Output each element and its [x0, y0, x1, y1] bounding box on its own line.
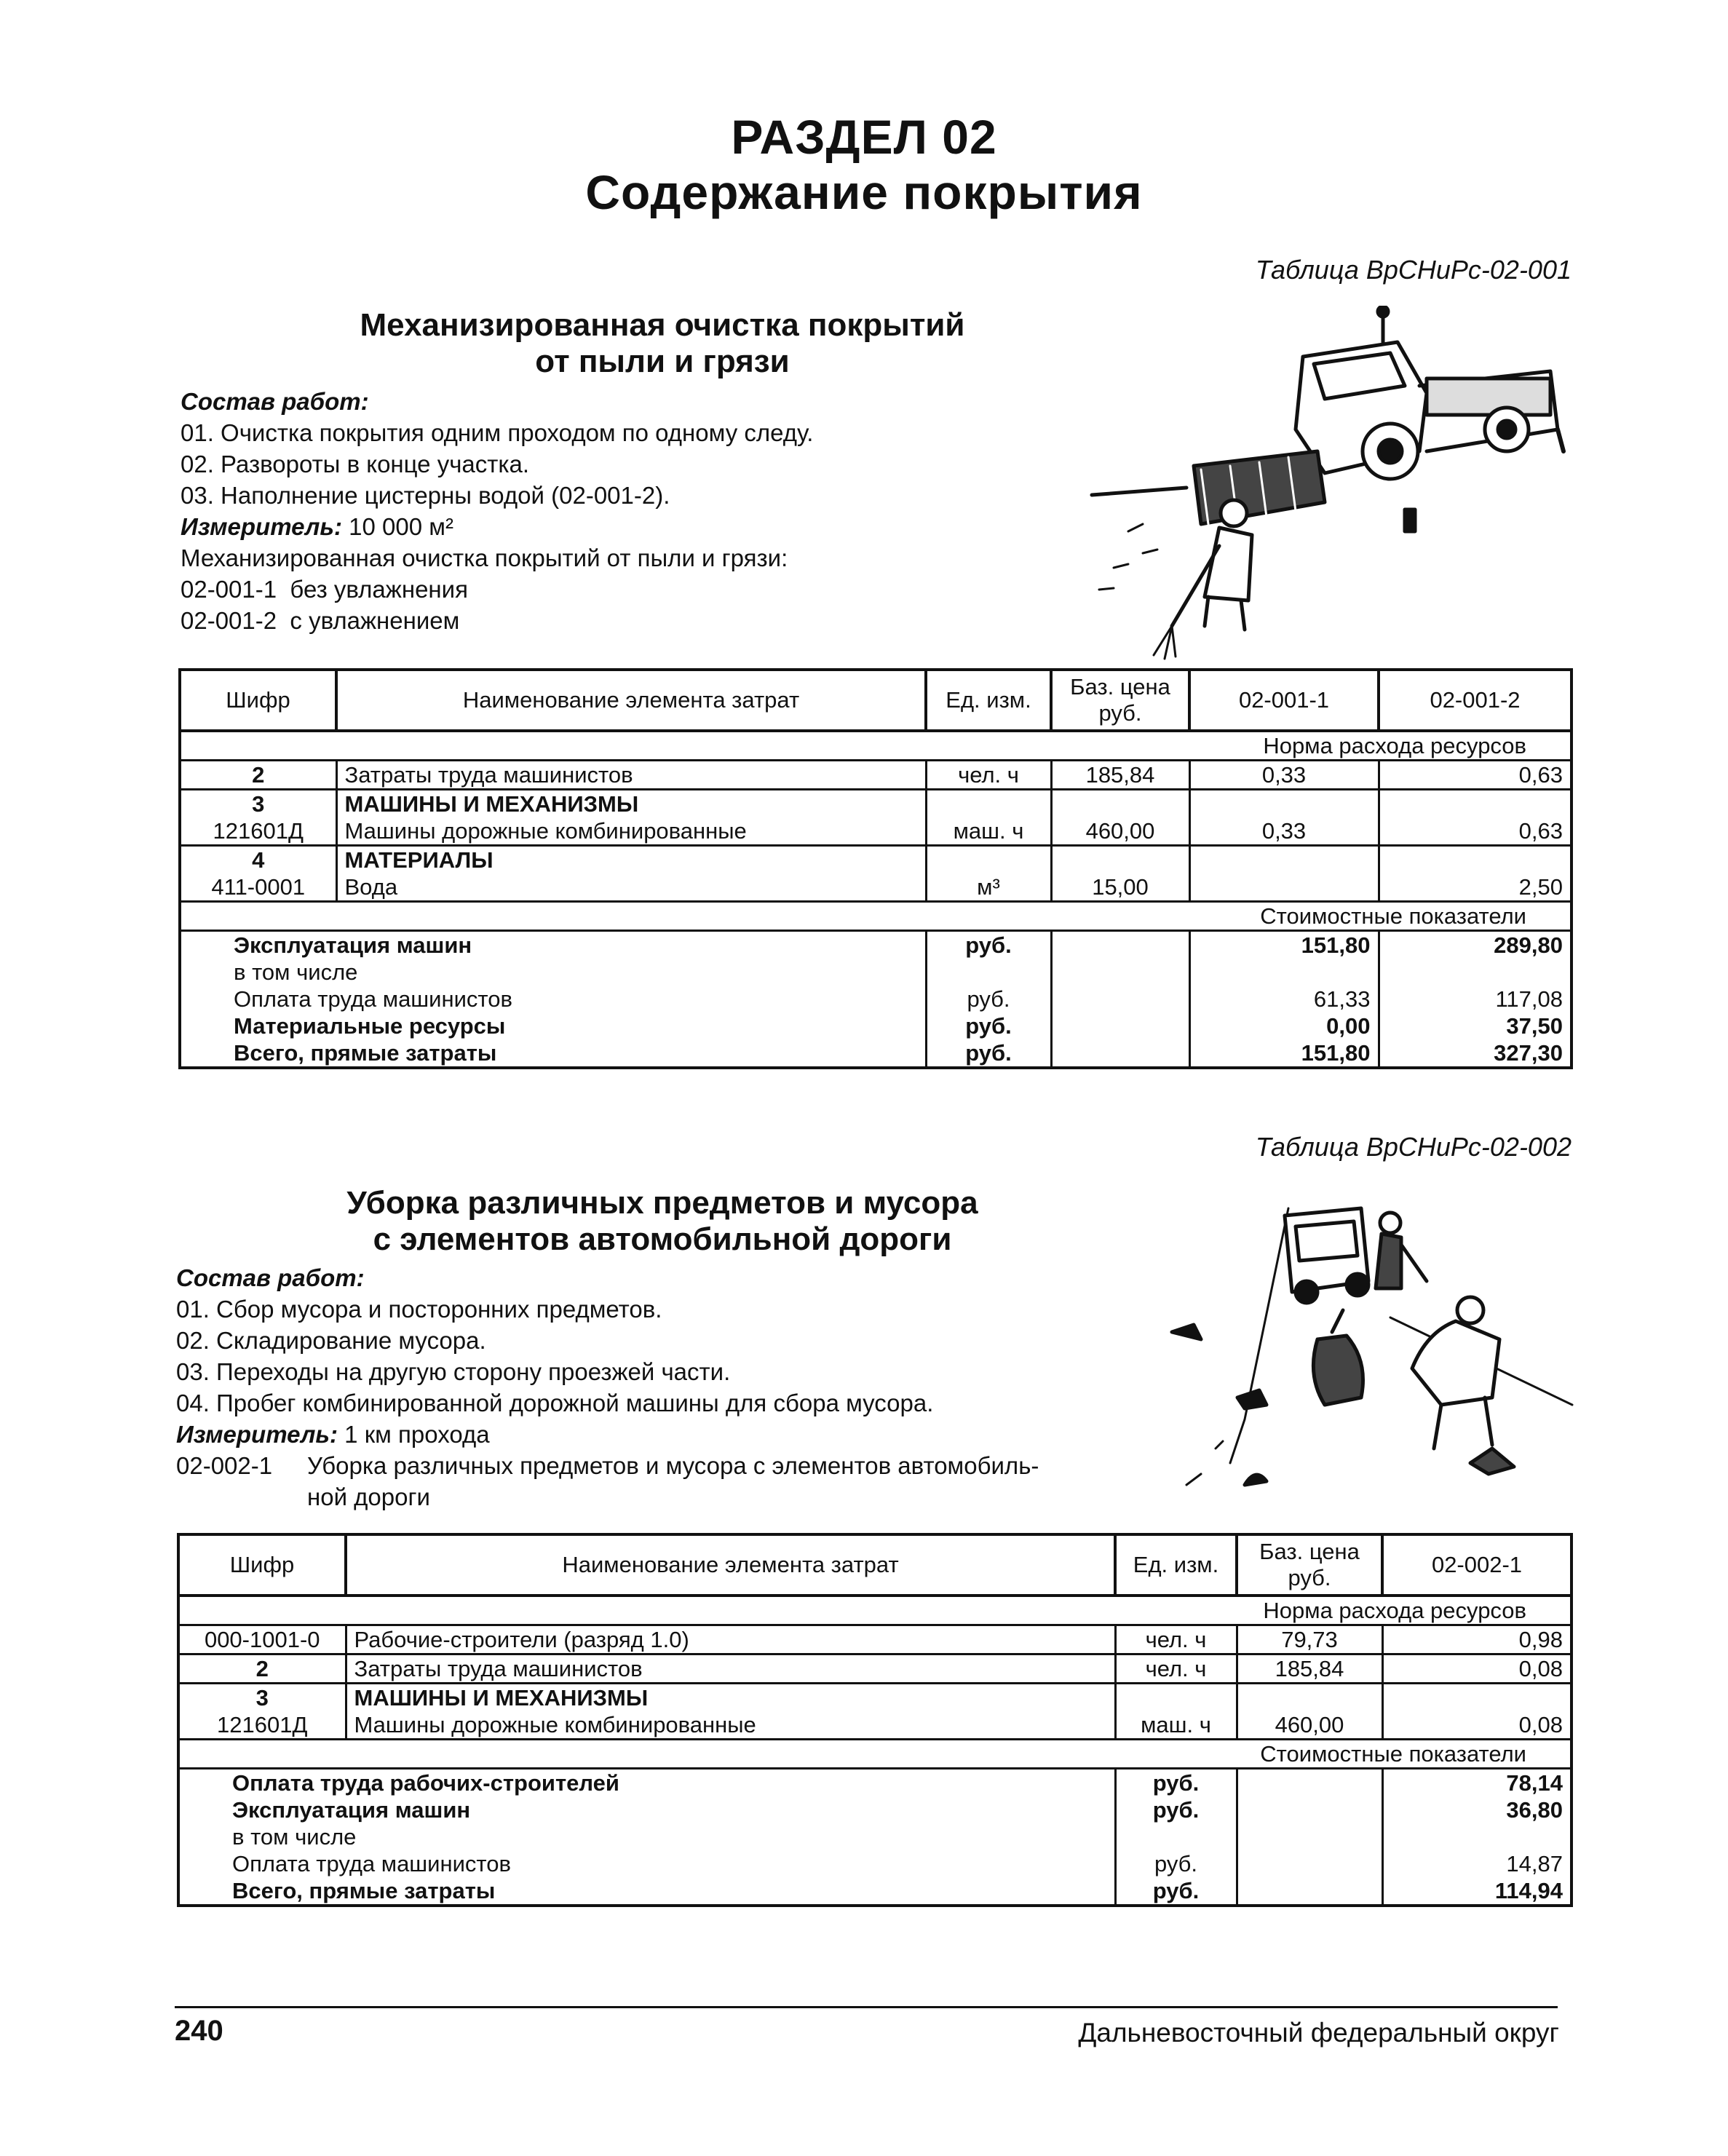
- meter-value: 10 000 м²: [349, 513, 453, 540]
- cost-row: [178, 1769, 1572, 1797]
- resource-table: [177, 1533, 1573, 1907]
- table-title-line: Механизированная очистка покрытий: [360, 307, 965, 343]
- cost-section-row: [178, 1740, 1572, 1769]
- cost-value: [1382, 1823, 1572, 1850]
- cost-price-empty: [1051, 1012, 1189, 1039]
- cost-name: Оплата труда машинистов: [178, 1850, 1115, 1877]
- cost-value: 151,80: [1189, 931, 1379, 959]
- table-row: [178, 1711, 1572, 1740]
- cost-price-empty: [1237, 1796, 1382, 1823]
- works-label: Состав работ:: [181, 388, 369, 415]
- header-col: 02-002-1: [1382, 1534, 1572, 1596]
- work-item: 01. Сбор мусора и посторонних предметов.: [176, 1296, 662, 1323]
- cost-value: 327,30: [1379, 1039, 1572, 1068]
- cell-code: 2: [178, 1654, 346, 1684]
- cell-name: Затраты труда машинистов: [346, 1654, 1115, 1684]
- table-label: Таблица ВрСНиРс-02-001: [1255, 255, 1572, 285]
- cost-unit: руб.: [1115, 1769, 1237, 1797]
- work-item: 02. Развороты в конце участка.: [181, 451, 530, 477]
- cost-label: Стоимостные показатели: [178, 1740, 1572, 1769]
- cost-name: Оплата труда рабочих-строителей: [178, 1769, 1115, 1797]
- meter-line: [181, 511, 1163, 542]
- norm-section-row: [180, 731, 1572, 761]
- cost-value: [1189, 959, 1379, 986]
- footer-region: Дальневосточный федеральный округ: [1078, 2018, 1559, 2048]
- table-header-row: [180, 670, 1572, 731]
- cell-unit: чел. ч: [1115, 1654, 1237, 1684]
- meter-value: 1 км прохода: [344, 1421, 490, 1448]
- header-price: Баз. цена руб.: [1051, 670, 1189, 731]
- cell-price: [1051, 846, 1189, 874]
- cost-unit: руб.: [926, 1039, 1051, 1068]
- works-block: [176, 1262, 1159, 1513]
- table-title-line: от пыли и грязи: [535, 344, 790, 379]
- cell-name: МАТЕРИАЛЫ: [336, 846, 926, 874]
- cost-unit: руб.: [1115, 1850, 1237, 1877]
- cell-value: [1379, 790, 1572, 818]
- table-title: [277, 1185, 1048, 1258]
- cost-unit: руб.: [926, 931, 1051, 959]
- cell-code: 121601Д: [178, 1711, 346, 1740]
- cost-row: [178, 1823, 1572, 1850]
- cost-price-empty: [1237, 1823, 1382, 1850]
- cell-code: 4: [180, 846, 336, 874]
- variant-item: 02-001-2 с увлажнением: [181, 607, 460, 634]
- cell-value: [1189, 846, 1379, 874]
- cost-name: Всего, прямые затраты: [178, 1877, 1115, 1906]
- cell-code: 411-0001: [180, 873, 336, 902]
- cell-code: 000-1001-0: [178, 1625, 346, 1654]
- cost-value: 37,50: [1379, 1012, 1572, 1039]
- cost-row: [180, 959, 1572, 986]
- cell-code: 2: [180, 761, 336, 790]
- cost-value: [1379, 959, 1572, 986]
- cost-row: [178, 1796, 1572, 1823]
- cell-price: 185,84: [1051, 761, 1189, 790]
- cell-value: 0,08: [1382, 1711, 1572, 1740]
- work-item: 04. Пробег комбинированной дорожной машины для сбора мусора.: [176, 1390, 934, 1416]
- cell-unit: [1115, 1684, 1237, 1712]
- header-price: Баз. цена руб.: [1237, 1534, 1382, 1596]
- cost-section-row: [180, 902, 1572, 931]
- section-subtitle: Содержание покрытия: [585, 165, 1143, 219]
- work-item: 03. Наполнение цистерны водой (02-001-2).: [181, 482, 670, 509]
- header-name: Наименование элемента затрат: [346, 1534, 1115, 1596]
- cost-price-empty: [1051, 931, 1189, 959]
- table-label: Таблица ВрСНиРс-02-002: [1255, 1132, 1572, 1162]
- header-code: Шифр: [178, 1534, 346, 1596]
- cell-price: 79,73: [1237, 1625, 1382, 1654]
- cell-name: Машины дорожные комбинированные: [346, 1711, 1115, 1740]
- cell-price: 185,84: [1237, 1654, 1382, 1684]
- cost-unit: [926, 959, 1051, 986]
- cost-value: 117,08: [1379, 986, 1572, 1012]
- cell-code: 3: [178, 1684, 346, 1712]
- cost-name: Материальные ресурсы: [180, 1012, 926, 1039]
- cost-name: Эксплуатация машин: [180, 931, 926, 959]
- norm-label: Норма расхода ресурсов: [178, 1596, 1572, 1625]
- cell-code: 121601Д: [180, 817, 336, 846]
- cost-unit: руб.: [1115, 1877, 1237, 1906]
- cell-price: [1237, 1684, 1382, 1712]
- variant-text: [307, 1450, 1039, 1513]
- cost-value: 14,87: [1382, 1850, 1572, 1877]
- cell-value: [1189, 790, 1379, 818]
- variant-item: 02-001-1 без увлажнения: [181, 576, 468, 603]
- cost-price-empty: [1237, 1769, 1382, 1797]
- cell-unit: чел. ч: [926, 761, 1051, 790]
- cost-unit: руб.: [1115, 1796, 1237, 1823]
- cell-name: МАШИНЫ И МЕХАНИЗМЫ: [336, 790, 926, 818]
- meter-line: [176, 1419, 1159, 1450]
- table-row: [180, 817, 1572, 846]
- variant-text-line: Уборка различных предметов и мусора с элементов автомобиль-: [307, 1452, 1039, 1479]
- table-row: [180, 790, 1572, 818]
- cost-value: 78,14: [1382, 1769, 1572, 1797]
- section-title: [0, 109, 1728, 220]
- cost-name: Оплата труда машинистов: [180, 986, 926, 1012]
- cell-value: [1189, 873, 1379, 902]
- table-title-line: Уборка различных предметов и мусора: [346, 1185, 978, 1221]
- work-item: 03. Переходы на другую сторону проезжей части.: [176, 1358, 731, 1385]
- cost-price-empty: [1051, 986, 1189, 1012]
- table-row: [178, 1625, 1572, 1654]
- cell-name: Затраты труда машинистов: [336, 761, 926, 790]
- cost-row: [178, 1850, 1572, 1877]
- cell-value: [1382, 1684, 1572, 1712]
- cell-unit: маш. ч: [926, 817, 1051, 846]
- header-unit: Ед. изм.: [1115, 1534, 1237, 1596]
- cell-value: 0,98: [1382, 1625, 1572, 1654]
- cell-price: 15,00: [1051, 873, 1189, 902]
- table-row: [180, 761, 1572, 790]
- header-col: 02-001-1: [1189, 670, 1379, 731]
- cost-value: 289,80: [1379, 931, 1572, 959]
- cost-value: 36,80: [1382, 1796, 1572, 1823]
- cell-value: 0,63: [1379, 817, 1572, 846]
- cost-price-empty: [1051, 959, 1189, 986]
- cell-value: 2,50: [1379, 873, 1572, 902]
- cell-unit: [926, 790, 1051, 818]
- works-label: Состав работ:: [176, 1264, 365, 1291]
- cost-price-empty: [1237, 1850, 1382, 1877]
- section-number: РАЗДЕЛ 02: [731, 110, 997, 164]
- cell-name: Рабочие-строители (разряд 1.0): [346, 1625, 1115, 1654]
- work-item: 01. Очистка покрытия одним проходом по одному следу.: [181, 419, 814, 446]
- cost-unit: [1115, 1823, 1237, 1850]
- cell-unit: м³: [926, 873, 1051, 902]
- cell-unit: чел. ч: [1115, 1625, 1237, 1654]
- meter-label: Измеритель:: [176, 1421, 338, 1448]
- work-description: Механизированная очистка покрытий от пыли и грязи:: [181, 544, 788, 571]
- header-name: Наименование элемента затрат: [336, 670, 926, 731]
- works-block: [181, 386, 1163, 636]
- cost-unit: руб.: [926, 1012, 1051, 1039]
- cost-name: в том числе: [180, 959, 926, 986]
- variant-text-line: ной дороги: [307, 1483, 430, 1510]
- cell-value: [1379, 846, 1572, 874]
- road-cleanup-illustration: [1150, 1186, 1580, 1492]
- cost-value: 61,33: [1189, 986, 1379, 1012]
- cell-value: 0,33: [1189, 817, 1379, 846]
- page-number: 240: [175, 2015, 223, 2047]
- norm-section-row: [178, 1596, 1572, 1625]
- cost-name: Эксплуатация машин: [178, 1796, 1115, 1823]
- cell-name: Машины дорожные комбинированные: [336, 817, 926, 846]
- cost-row: [180, 1012, 1572, 1039]
- cell-price: [1051, 790, 1189, 818]
- table-row: [180, 873, 1572, 902]
- table-row: [178, 1684, 1572, 1712]
- variant-code: 02-002-1: [176, 1452, 273, 1479]
- cell-value: 0,33: [1189, 761, 1379, 790]
- table-header-row: [178, 1534, 1572, 1596]
- norm-label: Норма расхода ресурсов: [180, 731, 1572, 761]
- cost-price-empty: [1051, 1039, 1189, 1068]
- cell-unit: маш. ч: [1115, 1711, 1237, 1740]
- cell-value: 0,63: [1379, 761, 1572, 790]
- cell-price: 460,00: [1237, 1711, 1382, 1740]
- cell-code: 3: [180, 790, 336, 818]
- table-title-line: с элементов автомобильной дороги: [373, 1221, 952, 1257]
- table-title: [277, 307, 1048, 380]
- variant-item: [176, 1450, 1159, 1513]
- cost-row: [180, 931, 1572, 959]
- table-row: [180, 846, 1572, 874]
- cell-unit: [926, 846, 1051, 874]
- footer-divider: [175, 2006, 1558, 2008]
- cell-name: Вода: [336, 873, 926, 902]
- sweeper-truck-illustration: [1085, 306, 1580, 662]
- cost-row: [178, 1877, 1572, 1906]
- cost-value: 114,94: [1382, 1877, 1572, 1906]
- cell-name: МАШИНЫ И МЕХАНИЗМЫ: [346, 1684, 1115, 1712]
- cost-value: 0,00: [1189, 1012, 1379, 1039]
- cost-row: [180, 1039, 1572, 1068]
- cost-name: Всего, прямые затраты: [180, 1039, 926, 1068]
- cost-price-empty: [1237, 1877, 1382, 1906]
- cost-row: [180, 986, 1572, 1012]
- cost-name: в том числе: [178, 1823, 1115, 1850]
- cost-label: Стоимостные показатели: [180, 902, 1572, 931]
- header-col: 02-001-2: [1379, 670, 1572, 731]
- cost-unit: руб.: [926, 986, 1051, 1012]
- cell-price: 460,00: [1051, 817, 1189, 846]
- meter-label: Измеритель:: [181, 513, 342, 540]
- header-unit: Ед. изм.: [926, 670, 1051, 731]
- table-row: [178, 1654, 1572, 1684]
- cell-value: 0,08: [1382, 1654, 1572, 1684]
- work-item: 02. Складирование мусора.: [176, 1327, 486, 1354]
- resource-table: [178, 668, 1573, 1069]
- header-code: Шифр: [180, 670, 336, 731]
- cost-value: 151,80: [1189, 1039, 1379, 1068]
